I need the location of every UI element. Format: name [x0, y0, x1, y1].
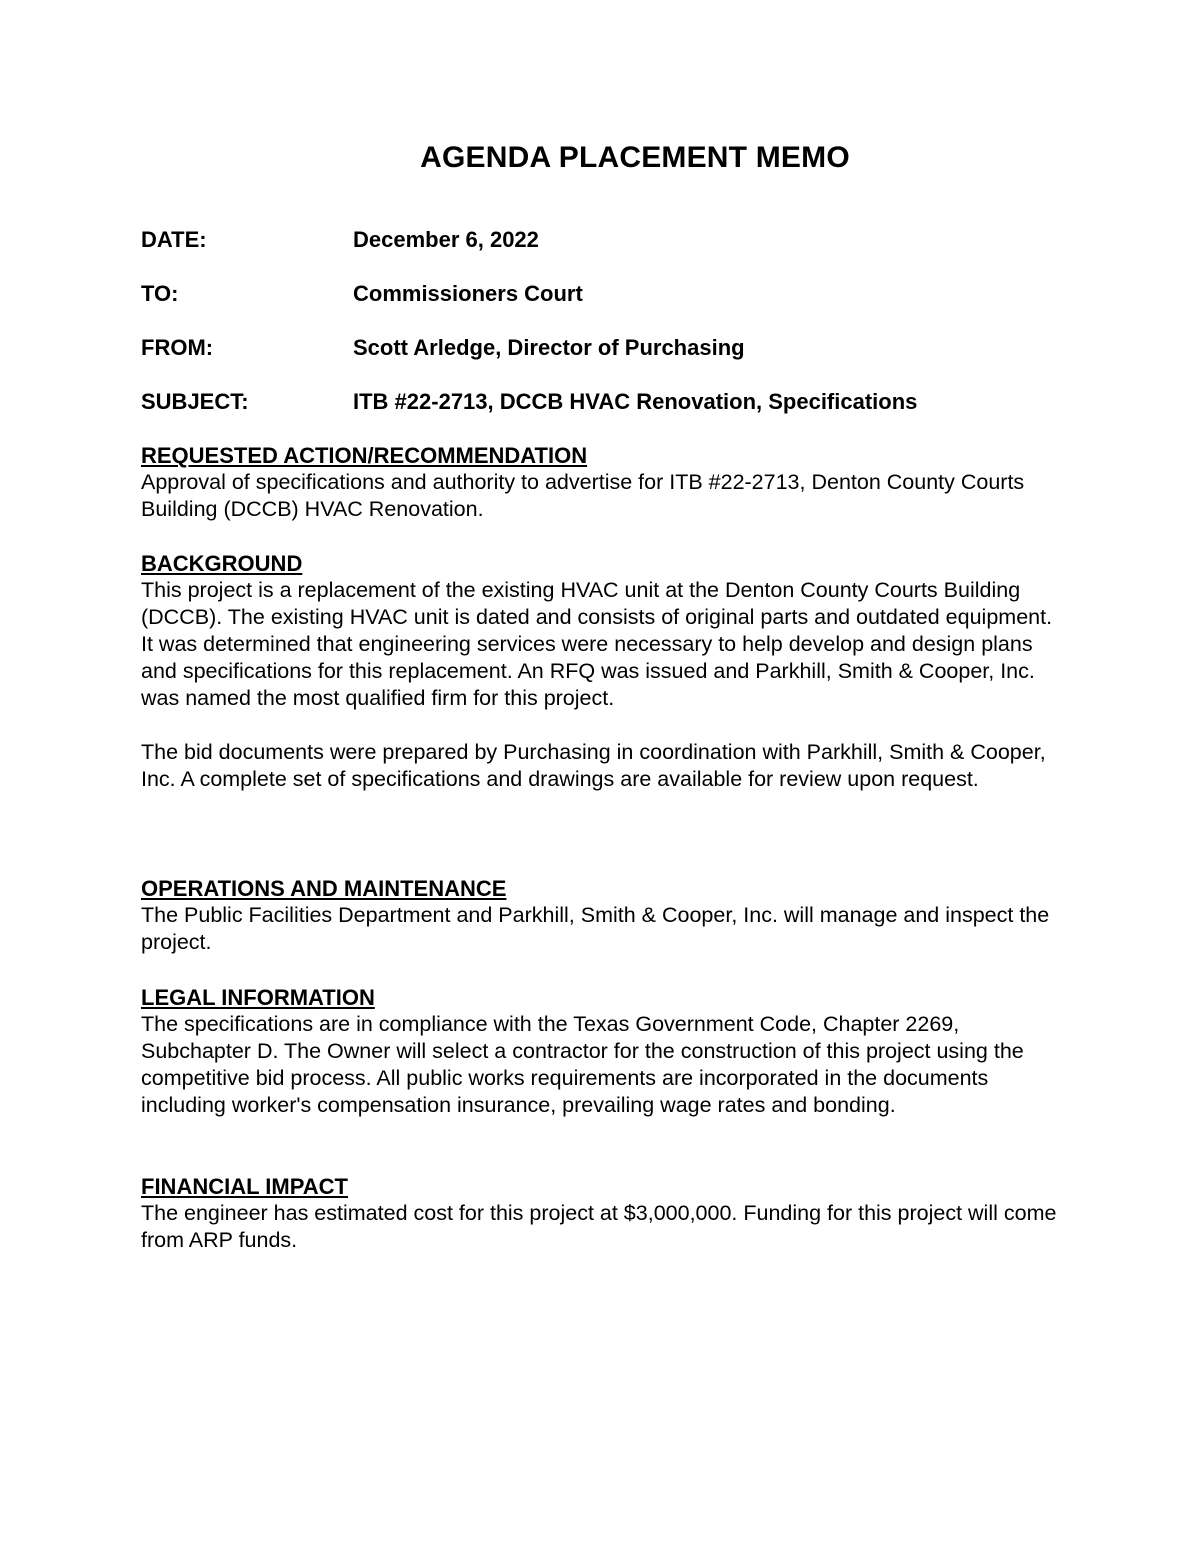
- financial-body: The engineer has estimated cost for this project at $3,000,000. Funding for this project will come from ARP funds.: [141, 1201, 1057, 1252]
- from-value: Scott Arledge, Director of Purchasing: [353, 335, 745, 360]
- to-label: TO:: [141, 281, 179, 306]
- requested-action-body: Approval of specifications and authority to advertise for ITB #22-2713, Denton County Courts Building (DCCB) HVAC Renovation.: [141, 470, 1025, 521]
- memo-title: AGENDA PLACEMENT MEMO: [420, 141, 850, 174]
- background-heading: BACKGROUND: [141, 551, 303, 576]
- date-value: December 6, 2022: [353, 227, 539, 252]
- operations-section: [141, 875, 1061, 956]
- from-label: FROM:: [141, 335, 214, 360]
- financial-section: [141, 1173, 1061, 1254]
- operations-body: The Public Facilities Department and Parkhill, Smith & Cooper, Inc. will manage and inspect the project.: [141, 903, 1050, 954]
- requested-action-heading: REQUESTED ACTION/RECOMMENDATION: [141, 443, 588, 468]
- subject-label: SUBJECT:: [141, 389, 249, 414]
- to-value: Commissioners Court: [353, 281, 583, 306]
- legal-section: [141, 984, 1061, 1119]
- date-label: DATE:: [141, 227, 207, 252]
- requested-action-section: [141, 442, 1061, 523]
- subject-value: ITB #22-2713, DCCB HVAC Renovation, Specifications: [353, 389, 918, 414]
- background-section: [141, 550, 1061, 793]
- background-body-1: This project is a replacement of the existing HVAC unit at the Denton County Courts Building (DCCB). The existing HVAC unit is dated and consists of original parts and outdated equipment. It was determined that engineering services were necessary to help develop and design plans and specifications for this replacement. An RFQ was issued and Parkhill, Smith & Cooper, Inc. was named the most qualified firm for this project.: [141, 578, 1053, 710]
- legal-heading: LEGAL INFORMATION: [141, 985, 375, 1010]
- operations-heading: OPERATIONS AND MAINTENANCE: [141, 876, 507, 901]
- legal-body: The specifications are in compliance with the Texas Government Code, Chapter 2269, Subchapter D. The Owner will select a contractor for the construction of this project using the competitive bid process. All public works requirements are incorporated in the documents including worker's compensation insurance, prevailing wage rates and bonding.: [141, 1012, 1024, 1117]
- background-body-2: The bid documents were prepared by Purchasing in coordination with Parkhill, Smith & Cooper, Inc. A complete set of specifications and drawings are available for review upon request.: [141, 740, 1046, 791]
- financial-heading: FINANCIAL IMPACT: [141, 1174, 348, 1199]
